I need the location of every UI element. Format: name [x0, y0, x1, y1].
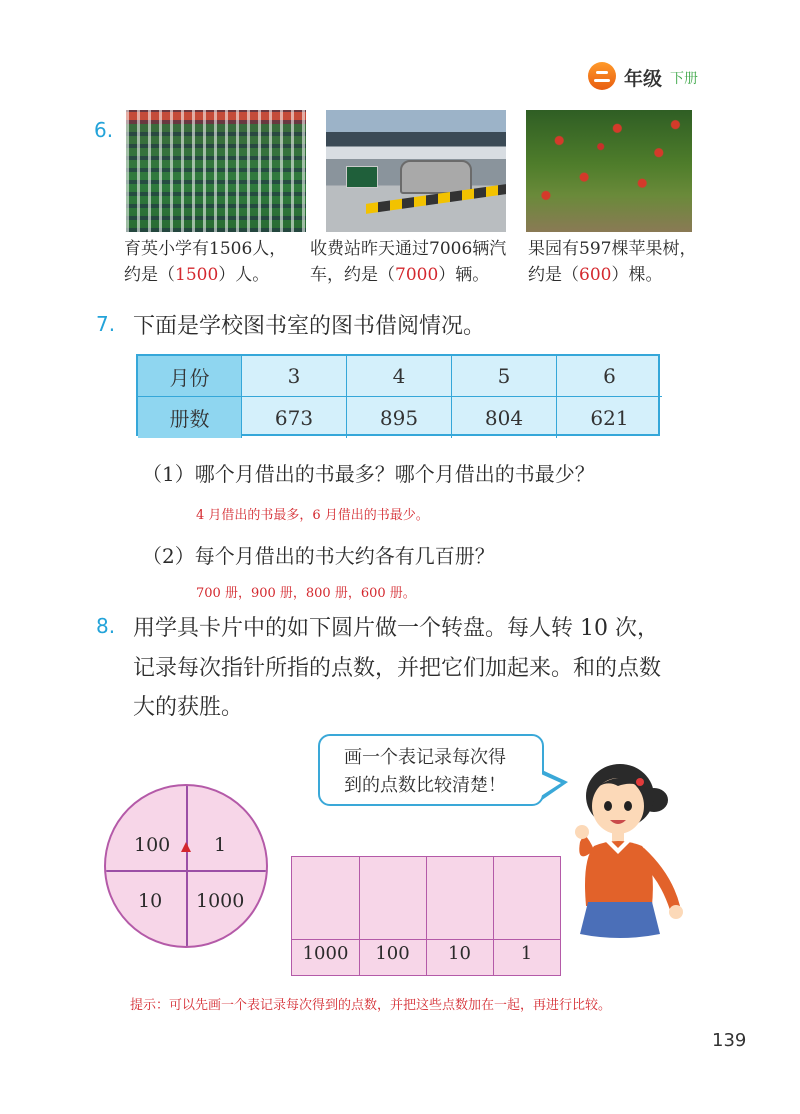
table-cell-count: 804: [452, 397, 557, 438]
apple-orchard-photo: [526, 110, 692, 232]
caption-line: [528, 262, 696, 288]
tanker-truck: [400, 160, 472, 194]
record-table: [291, 856, 561, 976]
bubble-line: 画一个表记录每次得: [344, 747, 506, 768]
toll-station-photo: [326, 110, 506, 232]
page-number: 139: [712, 1030, 747, 1051]
spinner-disc: [104, 784, 268, 948]
caption-line: 果园有597棵苹果树，: [528, 239, 697, 259]
table-cell-count: 895: [347, 397, 452, 438]
spinner-value: 1: [214, 834, 227, 856]
table-cell-month: 4: [347, 356, 452, 397]
q7-sub2-answer: 700 册，900 册，800 册，600 册。: [196, 586, 416, 601]
question-7-text: 下面是学校图书室的图书借阅情况。: [133, 314, 486, 339]
caption-text: ）辆。: [438, 265, 490, 285]
caption-line: [124, 262, 286, 288]
question-7-number: 7.: [96, 312, 116, 336]
spinner-divider: [186, 786, 188, 948]
grid-divider: [292, 939, 560, 940]
question-8-number: 8.: [96, 614, 116, 638]
table-cell-count: 621: [590, 405, 629, 430]
caption-text: ）棵。: [611, 265, 663, 285]
school-students-photo: [126, 110, 306, 232]
spinner-value: 1000: [196, 890, 245, 912]
toll-sign: [346, 166, 378, 188]
record-column-label: 1000: [302, 943, 349, 964]
caption-line: 育英小学有1506人，: [124, 239, 287, 259]
spinner-pointer-icon: [181, 842, 191, 852]
term-label: 下册: [670, 71, 698, 87]
caption-line: [310, 262, 506, 288]
q8-text-line: 记录每次指针所指的点数，并把它们加起来。和的点数: [133, 656, 662, 681]
caption-text: 约是（: [124, 265, 175, 285]
q6-caption-apple: [528, 236, 696, 288]
table-cell-month: 3: [242, 356, 347, 397]
caption-text: 约是（: [528, 265, 579, 285]
record-column-label: 1: [520, 943, 533, 964]
speech-bubble-tail-fill: [541, 774, 561, 796]
record-column-label: 10: [448, 943, 471, 964]
grade-two-badge-icon: [588, 62, 616, 90]
table-header-month: 月份: [138, 356, 242, 397]
table-cell-month: 6: [557, 356, 662, 397]
spinner-divider: [106, 870, 268, 872]
caption-text: 车，约是（: [310, 265, 395, 285]
girl-illustration: [568, 756, 698, 946]
q7-sub1-question: （1）哪个月借出的书最多？哪个月借出的书最少？: [142, 462, 595, 486]
q7-sub1-answer: 4 月借出的书最多，6 月借出的书最少。: [196, 508, 429, 523]
q6-caption-toll: [310, 236, 506, 288]
q8-text-line: 用学具卡片中的如下圆片做一个转盘。每人转 10 次，: [133, 616, 659, 641]
answer-text: 600: [579, 265, 612, 285]
q7-sub2-question: （2）每个月借出的书大约各有几百册？: [142, 544, 495, 568]
q8-text-line: 大的获胜。: [133, 695, 244, 720]
spinner-value: 10: [138, 890, 163, 912]
record-column-label: 100: [375, 943, 410, 964]
bubble-line: 到的点数比较清楚！: [344, 775, 506, 796]
caption-text: ）人。: [218, 265, 270, 285]
borrowing-table: [136, 354, 660, 436]
q6-caption-school: [124, 236, 286, 288]
question-6-number: 6.: [94, 118, 114, 142]
caption-line: 收费站昨天通过7006辆汽: [310, 239, 507, 259]
answer-text: 1500: [175, 265, 219, 285]
spinner-value: 100: [134, 834, 171, 856]
answer-text: 7000: [395, 265, 439, 285]
grade-label: 年级: [624, 68, 663, 90]
speech-bubble: [318, 734, 544, 806]
hint-text: 提示：可以先画一个表记录每次得到的点数，并把这些点数加在一起，再进行比较。: [130, 998, 612, 1013]
table-cell-count: 673: [242, 397, 347, 438]
table-cell-month: 5: [452, 356, 557, 397]
table-header-count: 册数: [138, 397, 242, 438]
